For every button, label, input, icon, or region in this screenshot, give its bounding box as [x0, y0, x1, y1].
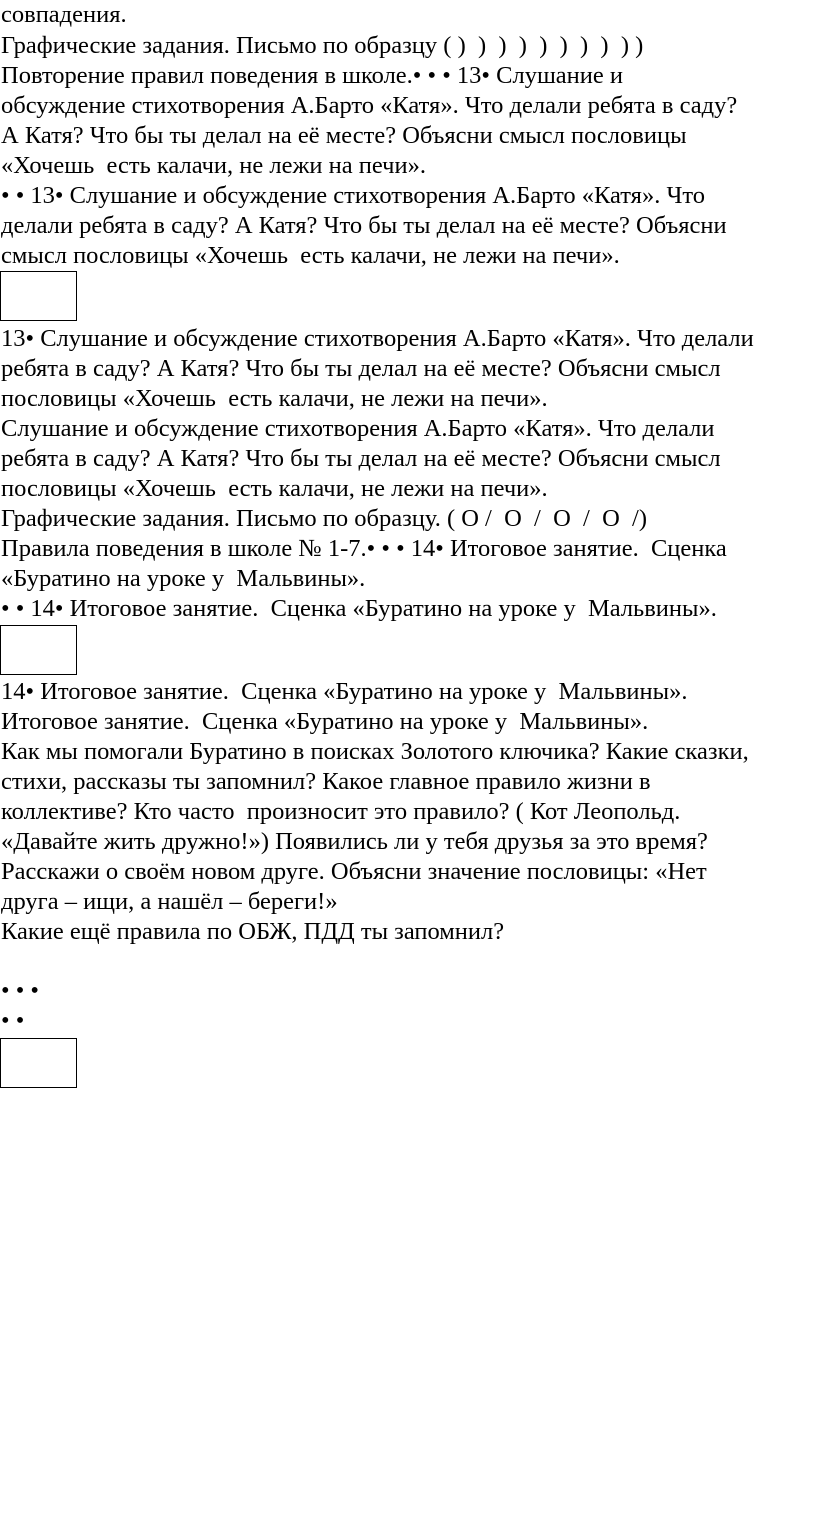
text-line-27: друга – ищи, а нашёл – береги!» — [1, 888, 338, 915]
text-line-25: «Давайте жить дружно!») Появились ли у тебя друзья за это время? — [1, 828, 708, 855]
text-line-7: • • 13• Слушание и обсуждение стихотворения А.Барто «Катя». Что — [1, 182, 706, 209]
text-line-19: • • 14• Итоговое занятие. Сценка «Буратино на уроке у Мальвины». — [1, 595, 717, 622]
bullet-line-1: • • • — [1, 977, 39, 1004]
text-line-21: Итоговое занятие. Сценка «Буратино на уроке у Мальвины». — [1, 708, 649, 735]
text-line-13: Слушание и обсуждение стихотворения А.Барто «Катя». Что делали — [1, 415, 715, 442]
text-line-17: Правила поведения в школе № 1-7.• • • 14• Итоговое занятие. Сценка — [1, 535, 727, 562]
text-line-12: пословицы «Хочешь есть калачи, не лежи на печи». — [1, 385, 548, 412]
text-line-15: пословицы «Хочешь есть калачи, не лежи на печи». — [1, 475, 548, 502]
text-line-26: Расскажи о своём новом друге. Объясни значение пословицы: «Нет — [1, 858, 707, 885]
empty-box-1 — [0, 271, 77, 321]
empty-box-2 — [0, 625, 77, 675]
text-line-18: «Буратино на уроке у Мальвины». — [1, 565, 366, 592]
text-line-5: А Катя? Что бы ты делал на её месте? Объясни смысл пословицы — [1, 122, 687, 149]
text-line-28: Какие ещё правила по ОБЖ, ПДД ты запомнил? — [1, 918, 505, 945]
text-line-11: ребята в саду? А Катя? Что бы ты делал на её месте? Объясни смысл — [1, 355, 721, 382]
text-line-2: Графические задания. Письмо по образцу ( ) ) ) ) ) ) ) ) ) ) — [1, 32, 644, 59]
text-line-8: делали ребята в саду? А Катя? Что бы ты делал на её месте? Объясни — [1, 212, 727, 239]
text-line-9: смысл пословицы «Хочешь есть калачи, не лежи на печи». — [1, 242, 620, 269]
text-line-6: «Хочешь есть калачи, не лежи на печи». — [1, 152, 426, 179]
text-line-1: совпадения. — [1, 1, 127, 28]
empty-box-3 — [0, 1038, 77, 1088]
bullet-line-2: • • — [1, 1007, 25, 1034]
text-line-20: 14• Итоговое занятие. Сценка «Буратино на уроке у Мальвины». — [1, 678, 688, 705]
text-line-4: обсуждение стихотворения А.Барто «Катя». Что делали ребята в саду? — [1, 92, 738, 119]
text-line-24: коллективе? Кто часто произносит это правило? ( Кот Леопольд. — [1, 798, 681, 825]
text-line-16: Графические задания. Письмо по образцу. ( О / О / О / О /) — [1, 505, 648, 532]
text-line-10: 13• Слушание и обсуждение стихотворения А.Барто «Катя». Что делали — [1, 325, 754, 352]
text-line-22: Как мы помогали Буратино в поисках Золотого ключика? Какие сказки, — [1, 738, 749, 765]
text-line-14: ребята в саду? А Катя? Что бы ты делал на её месте? Объясни смысл — [1, 445, 721, 472]
text-line-23: стихи, рассказы ты запомнил? Какое главное правило жизни в — [1, 768, 651, 795]
text-line-3: Повторение правил поведения в школе.• • • 13• Слушание и — [1, 62, 624, 89]
